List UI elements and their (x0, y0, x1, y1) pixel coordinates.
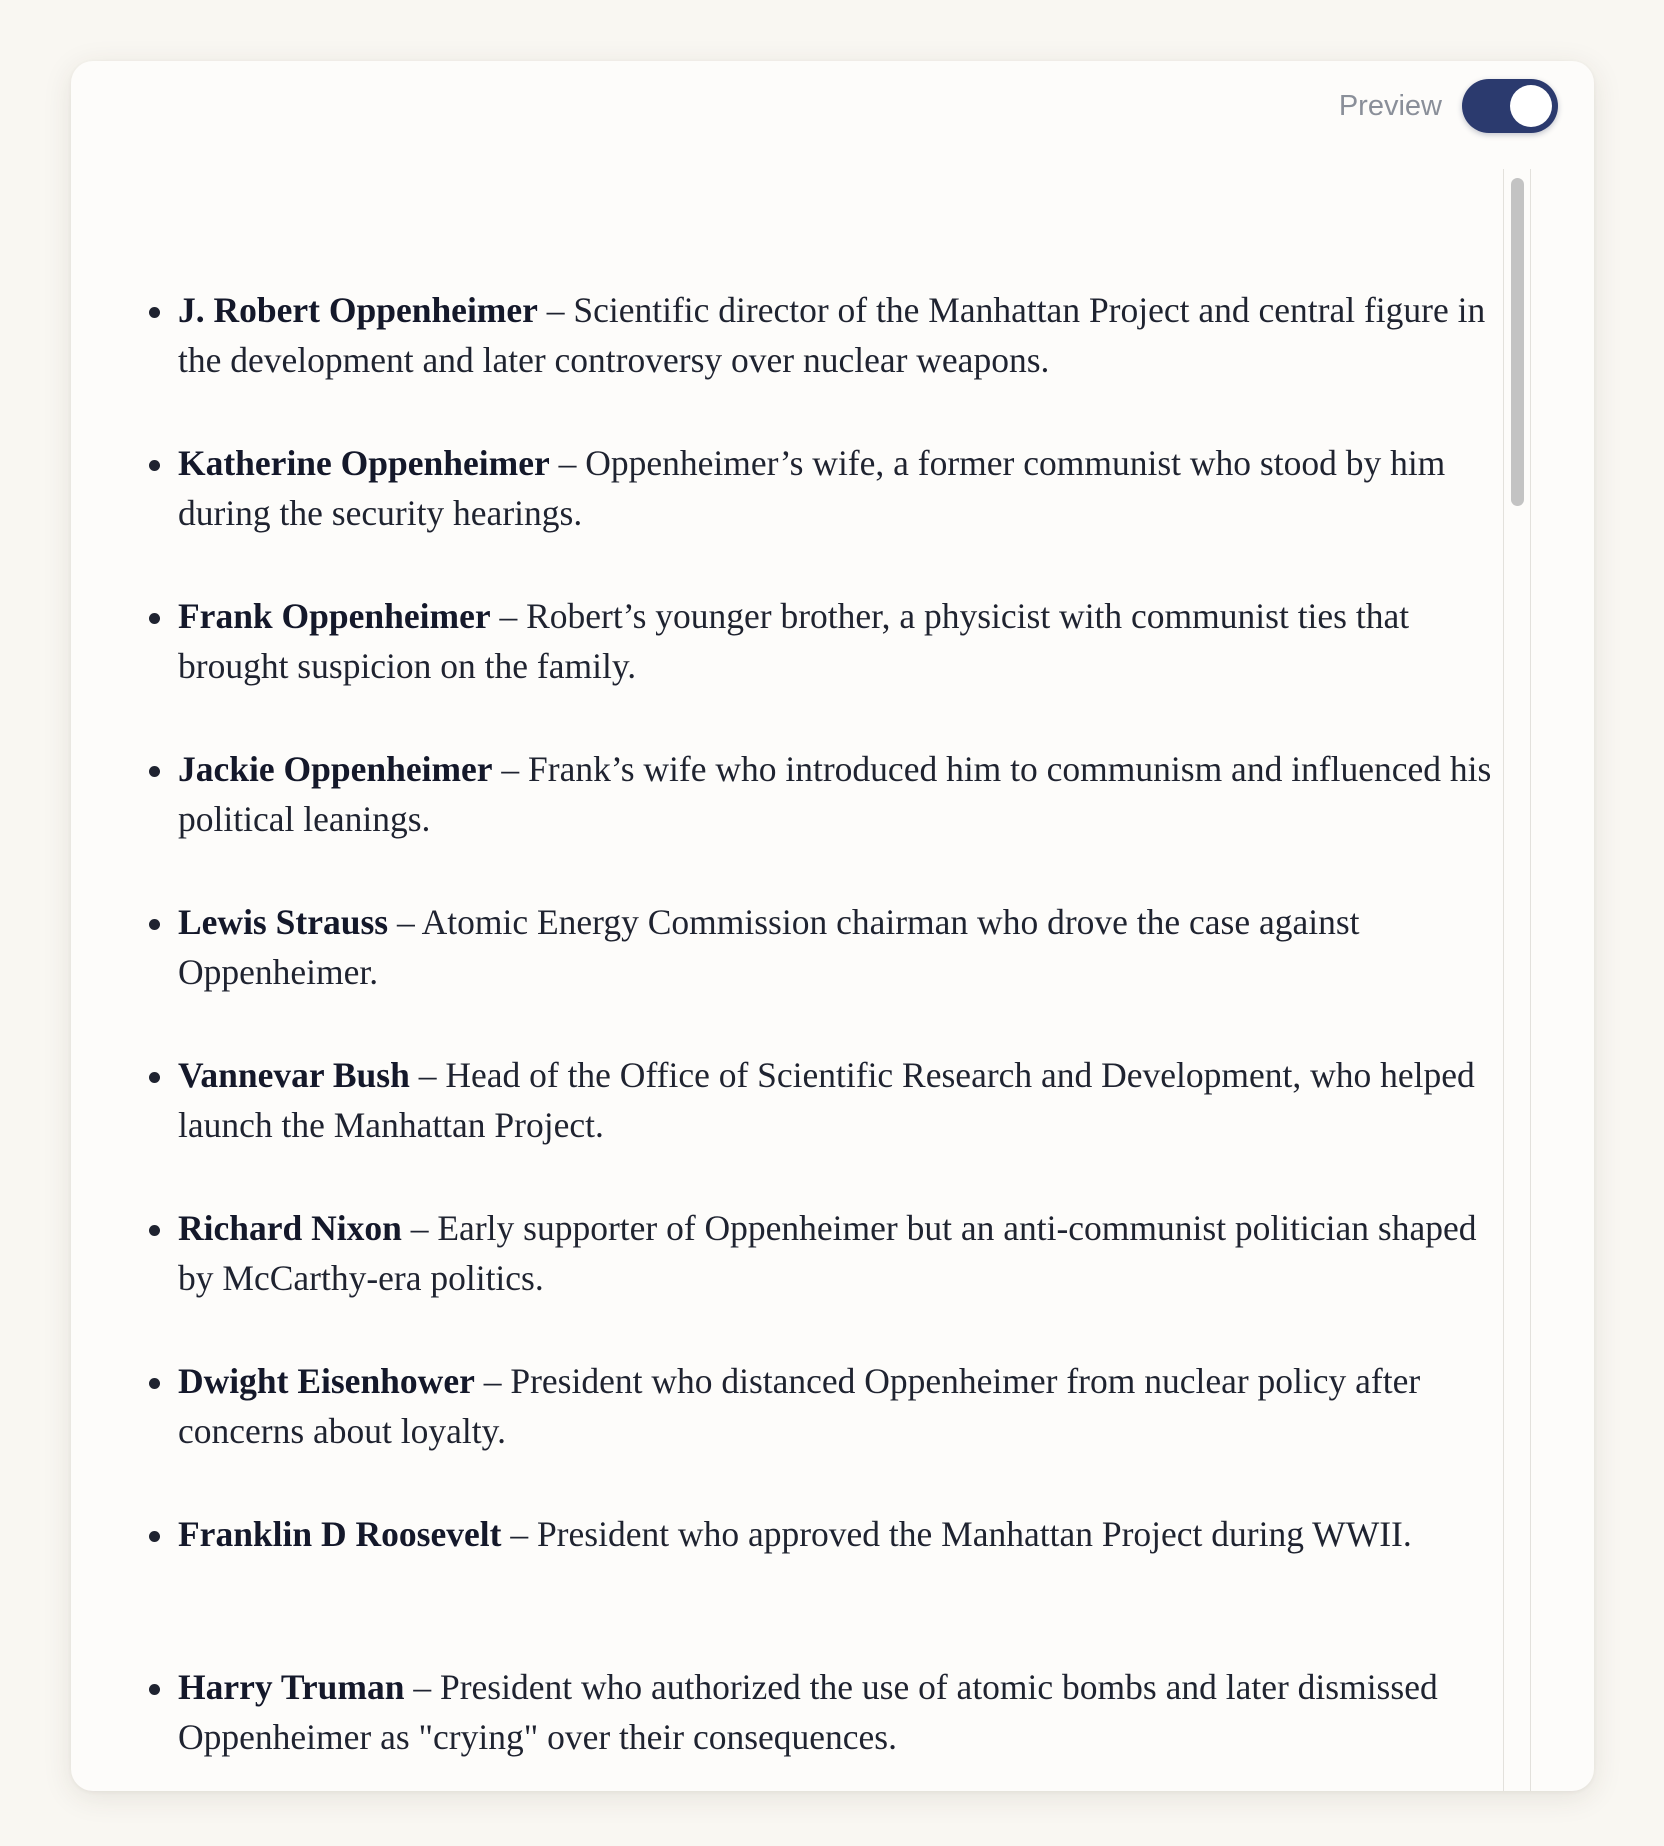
list-item (178, 1050, 1504, 1203)
person-name: Franklin D Roosevelt (178, 1514, 502, 1554)
list-item (178, 1203, 1504, 1356)
people-list (71, 285, 1504, 1791)
preview-toolbar (1339, 79, 1558, 133)
person-name: J. Robert Oppenheimer (178, 290, 538, 330)
person-description: – Head of the Office of Scientific Research and Development, who helped launch the Manhattan Project. (178, 1055, 1475, 1145)
person-description: – Frank’s wife who introduced him to communism and influenced his political leanings. (178, 749, 1492, 839)
person-description: – President who approved the Manhattan Project during WWII. (501, 1514, 1412, 1554)
preview-content[interactable] (71, 169, 1504, 1791)
person-name: Richard Nixon (178, 1208, 402, 1248)
list-item (178, 1509, 1504, 1662)
toggle-knob (1510, 85, 1552, 127)
person-name: Frank Oppenheimer (178, 596, 491, 636)
person-name: Lewis Strauss (178, 902, 389, 942)
person-description: – Scientific director of the Manhattan Project and central figure in the development and later controversy over nuclear weapons. (178, 290, 1486, 380)
person-name: Katherine Oppenheimer (178, 443, 550, 483)
list-item (178, 897, 1504, 1050)
preview-toggle[interactable] (1462, 79, 1558, 133)
list-item (178, 744, 1504, 897)
list-item (178, 1356, 1504, 1509)
list-item (178, 1662, 1504, 1791)
scrollbar-track[interactable] (1503, 169, 1531, 1791)
person-description: – President who authorized the use of atomic bombs and later dismissed Oppenheimer as "crying" over their consequences. (178, 1667, 1438, 1757)
person-name: Vannevar Bush (178, 1055, 410, 1095)
person-description: – Early supporter of Oppenheimer but an anti-communist politician shaped by McCarthy-era politics. (178, 1208, 1477, 1298)
list-item (178, 438, 1504, 591)
person-description: – Oppenheimer’s wife, a former communist who stood by him during the security hearings. (178, 443, 1446, 533)
person-description: – President who distanced Oppenheimer from nuclear policy after concerns about loyalty. (178, 1361, 1421, 1451)
list-item (178, 285, 1504, 438)
person-description: – Robert’s younger brother, a physicist with communist ties that brought suspicion on the family. (178, 596, 1410, 686)
list-item (178, 591, 1504, 744)
person-name: Harry Truman (178, 1667, 405, 1707)
person-name: Dwight Eisenhower (178, 1361, 475, 1401)
person-name: Jackie Oppenheimer (178, 749, 493, 789)
preview-label: Preview (1338, 89, 1442, 122)
preview-card (71, 61, 1594, 1791)
person-description: – Atomic Energy Commission chairman who drove the case against Oppenheimer. (178, 902, 1360, 992)
scrollbar-thumb[interactable] (1511, 178, 1524, 506)
